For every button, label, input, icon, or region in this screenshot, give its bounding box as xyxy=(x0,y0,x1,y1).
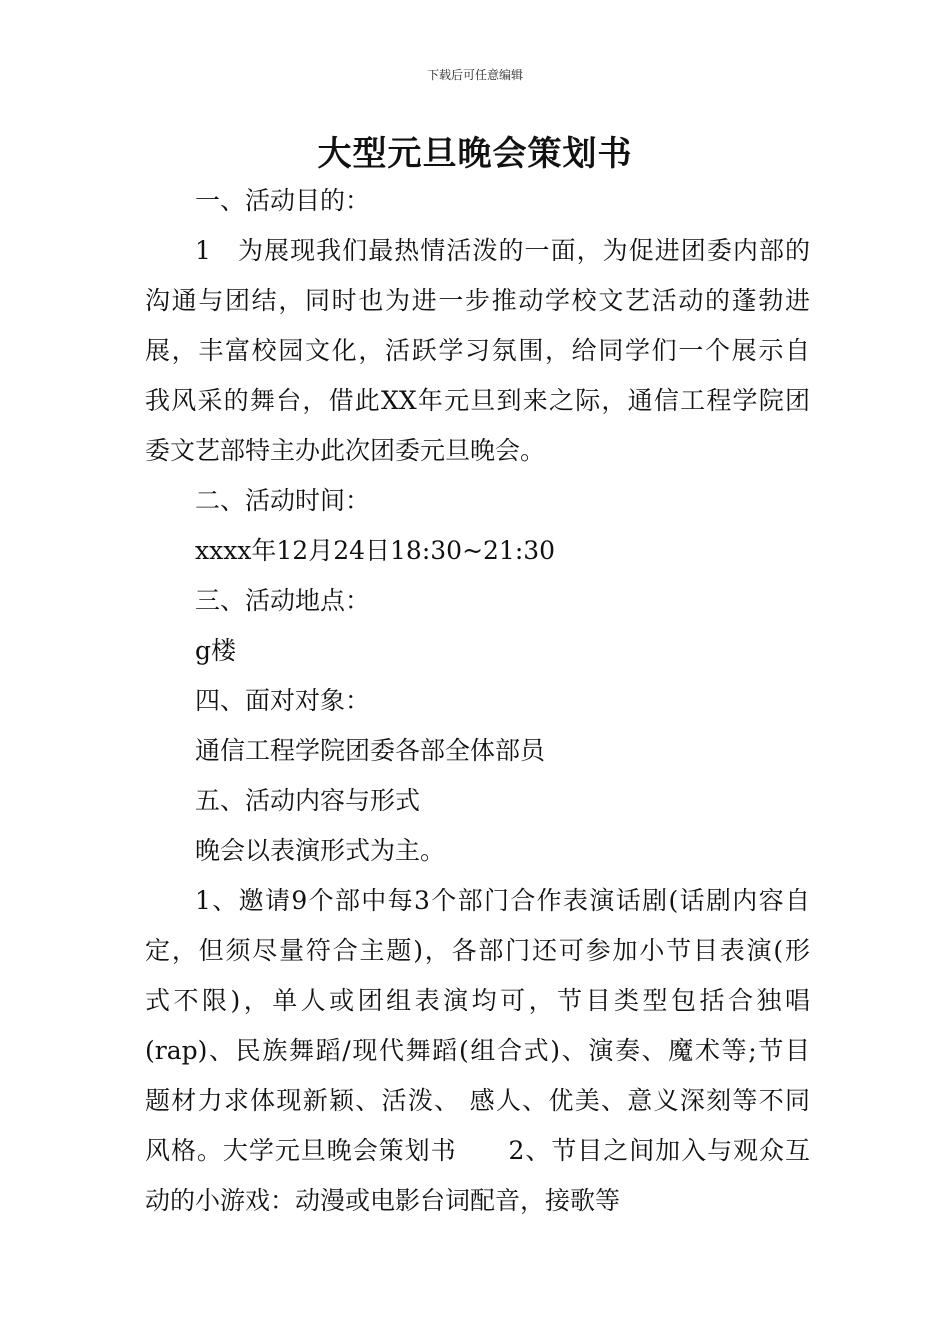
event-time: xxxx年12月24日18:30~21:30 xyxy=(195,536,556,565)
paragraph-line: 式不限)，单人或团组表演均可，节目类型包括合独唱 xyxy=(145,986,810,1015)
paragraph-line: 定，但须尽量符合主题)，各部门还可参加小节目表演(形 xyxy=(145,936,810,965)
paragraph-line: 沟通与团结，同时也为进一步推动学校文艺活动的蓬勃进 xyxy=(145,286,810,315)
document-body xyxy=(145,176,810,1226)
section-heading-audience: 四、面对对象： xyxy=(195,686,371,715)
section-heading-content: 五、活动内容与形式 xyxy=(195,786,421,815)
event-audience: 通信工程学院团委各部全体部员 xyxy=(195,736,546,765)
paragraph-line: (rap)、民族舞蹈/现代舞蹈(组合式)、演奏、魔术等;节目 xyxy=(145,1036,810,1065)
paragraph-line: 展，丰富校园文化，活跃学习氛围，给同学们一个展示自 xyxy=(145,336,810,365)
paragraph-line: 1 为展现我们最热情活泼的一面，为促进团委内部的 xyxy=(195,236,810,265)
paragraph-line: 动的小游戏：动漫或电影台词配音，接歌等 xyxy=(145,1186,621,1215)
event-location: g楼 xyxy=(195,636,237,665)
paragraph-line: 委文艺部特主办此次团委元旦晚会。 xyxy=(145,436,546,465)
section-heading-location: 三、活动地点： xyxy=(195,586,371,615)
paragraph-line: 题材力求体现新颖、活泼、 感人、优美、意义深刻等不同 xyxy=(145,1086,810,1115)
paragraph-line: 1、邀请9个部中每3个部门合作表演话剧(话剧内容自 xyxy=(195,886,810,915)
paragraph-line: 晚会以表演形式为主。 xyxy=(195,836,446,865)
section-heading-purpose: 一、活动目的： xyxy=(195,186,371,215)
paragraph-line: 我风采的舞台，借此XX年元旦到来之际，通信工程学院团 xyxy=(145,386,810,415)
header-note: 下载后可任意编辑 xyxy=(426,68,523,82)
document-title: 大型元旦晚会策划书 xyxy=(317,134,633,174)
paragraph-line: 风格。大学元旦晚会策划书 2、节目之间加入与观众互 xyxy=(145,1136,810,1165)
section-heading-time: 二、活动时间： xyxy=(195,486,371,515)
